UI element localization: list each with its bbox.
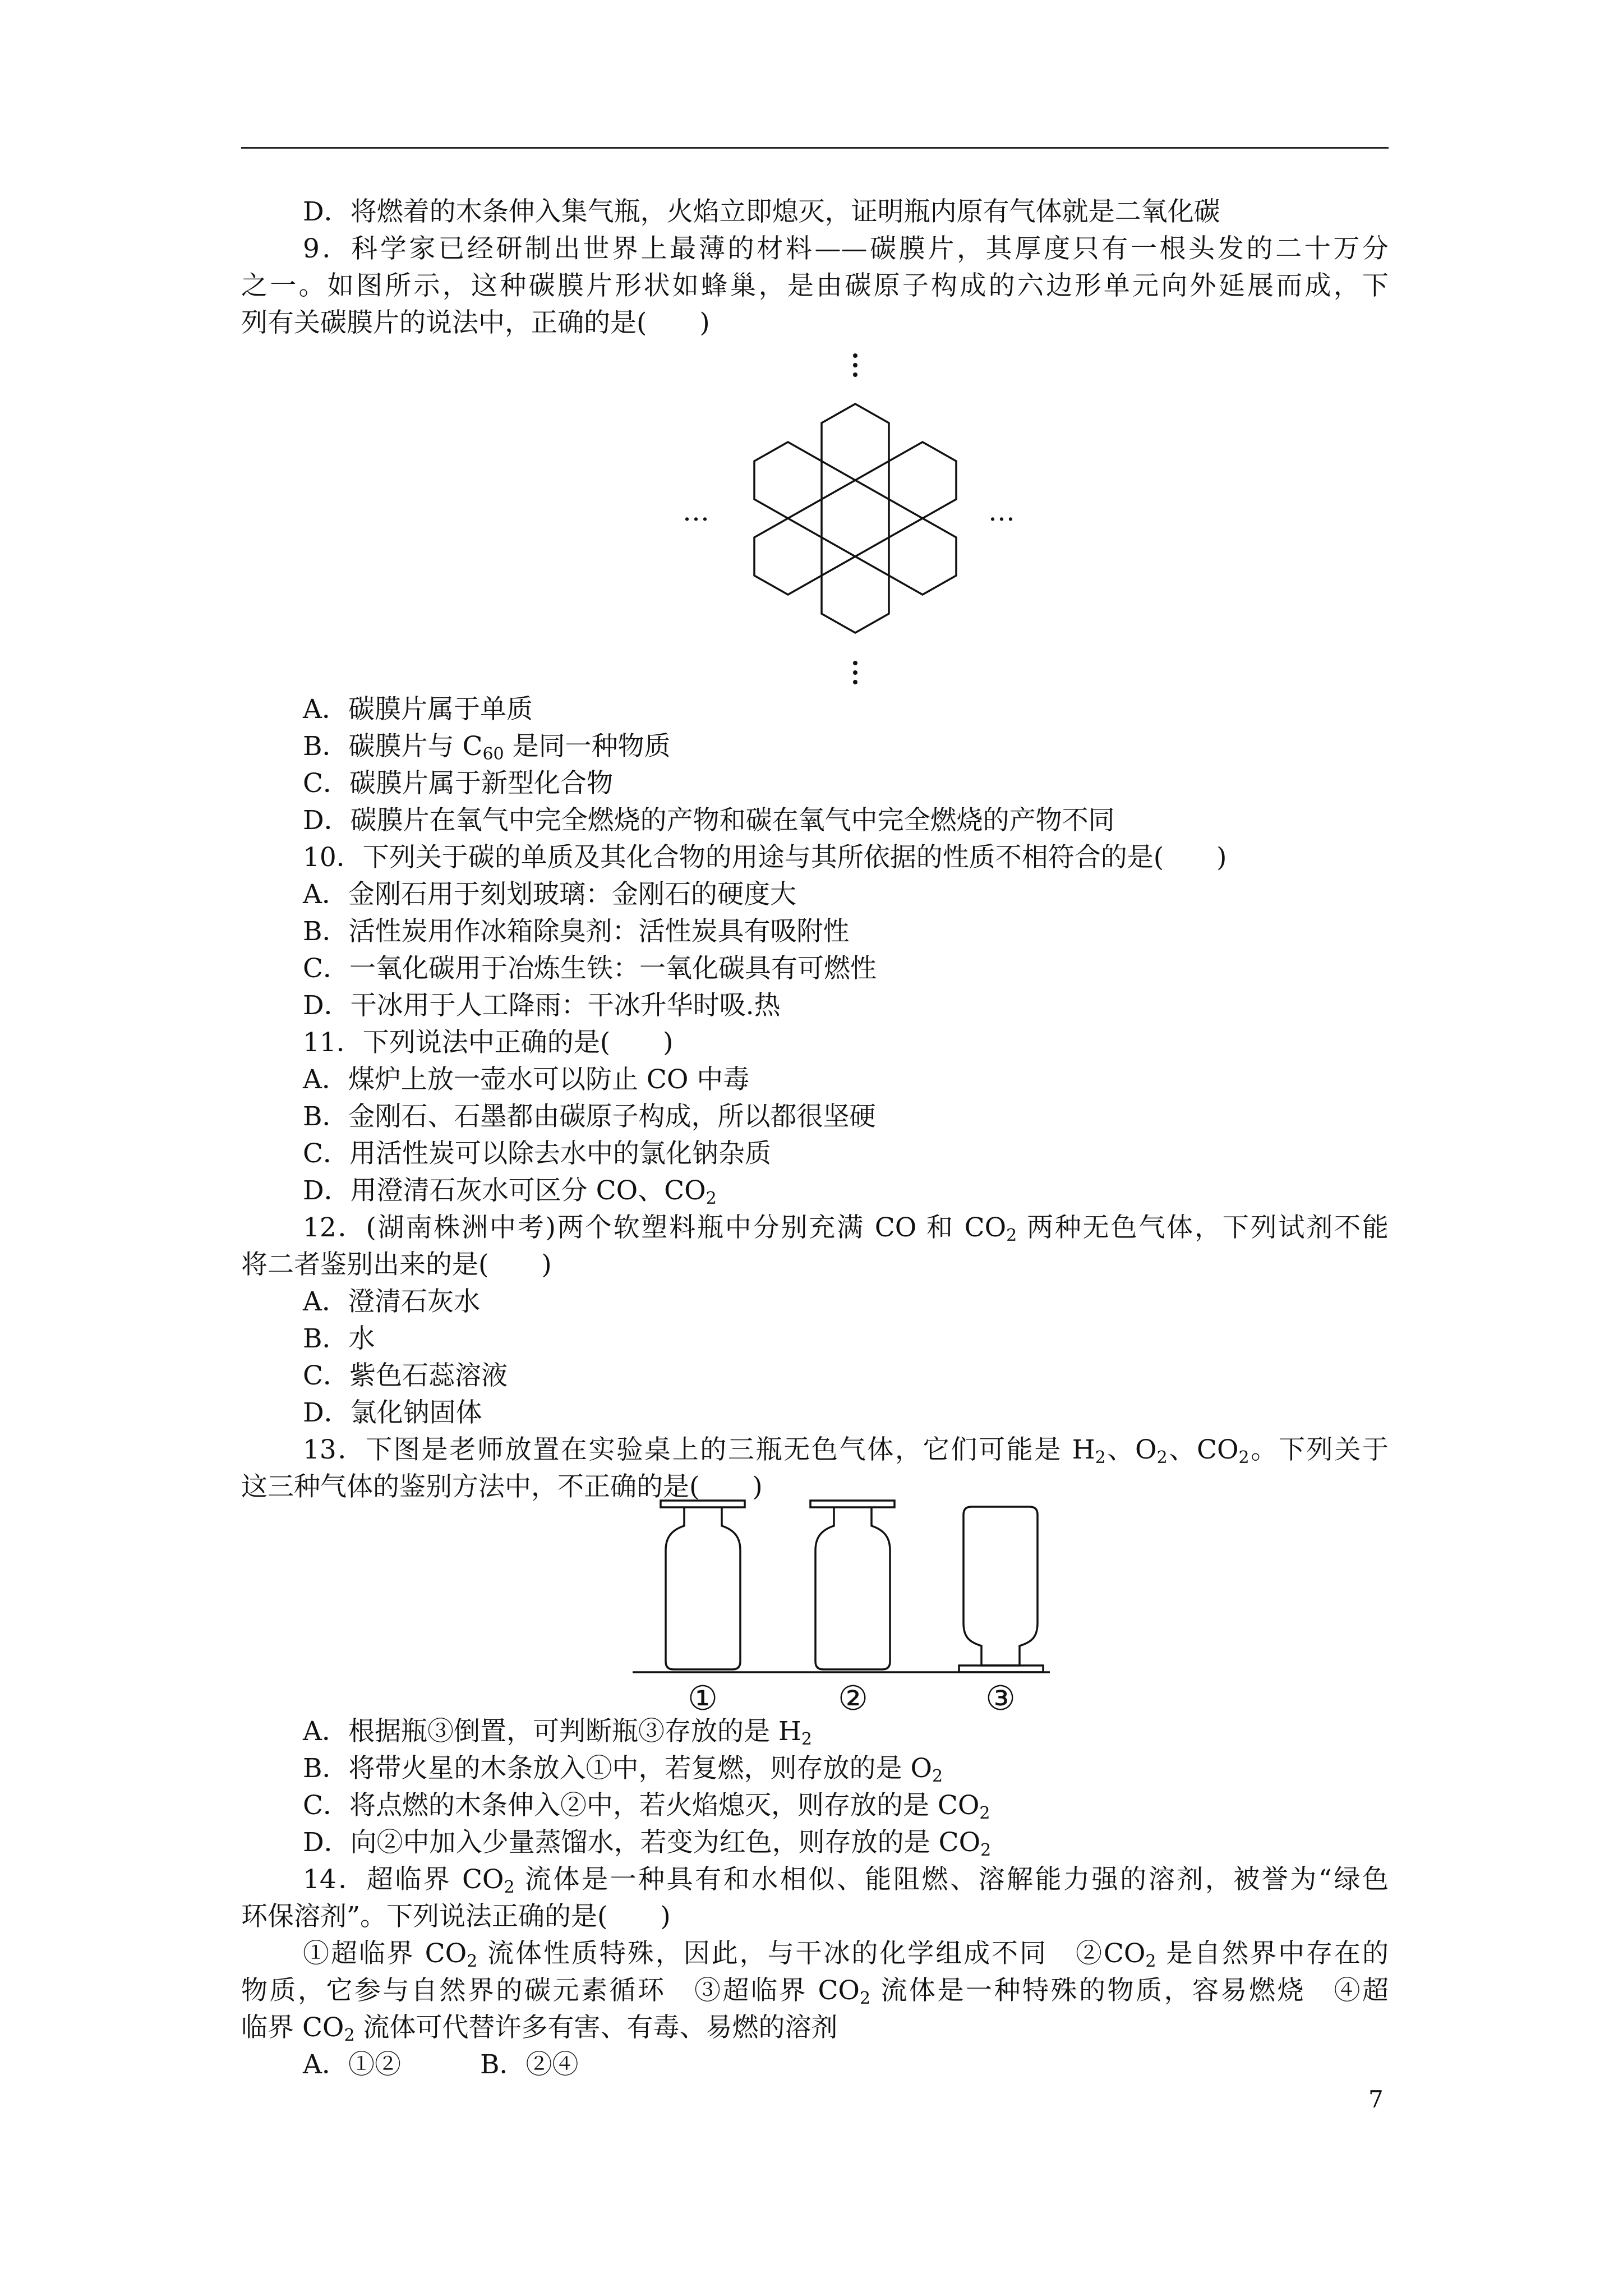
hexagon xyxy=(889,518,956,595)
q10-option-b: B．活性炭用作冰箱除臭剂：活性炭具有吸附性 xyxy=(303,916,850,947)
label-2: ② xyxy=(838,1679,868,1718)
q8-option-d: D．将燃着的木条伸入集气瓶，火焰立即熄灭，证明瓶内原有气体就是二氧化碳 xyxy=(303,196,1220,227)
q11-option-b: B．金刚石、石墨都由碳原子构成，所以都很坚硬 xyxy=(303,1101,876,1132)
gas-bottles-figure xyxy=(628,1498,1054,1733)
hexagon xyxy=(822,480,889,556)
q14-statements-line1: ①超临界 $CO_2$ 流体性质特殊，因此，与干冰的化学组成不同 $②CO_2$ 是自然界中存在的 xyxy=(303,1938,1389,1971)
q14-stem-line2: 环保溶剂”。下列说法正确的是( ) xyxy=(241,1901,671,1932)
header-rule xyxy=(241,147,1389,149)
right-ellipsis: … xyxy=(988,496,1015,527)
q12-stem-line2: 将二者鉴别出来的是( ) xyxy=(241,1249,552,1280)
hexagon xyxy=(754,518,822,595)
q12-option-d: D．氯化钠固体 xyxy=(303,1397,482,1428)
bottle-2 xyxy=(810,1501,895,1669)
q13-option-a: A．根据瓶③倒置，可判断瓶③存放的是 $H_2$ xyxy=(303,1716,812,1749)
q9-stem-line2: 之一。如图所示，这种碳膜片形状如蜂巢，是由碳原子构成的六边形单元向外延展而成，下 xyxy=(241,270,1389,301)
hexagon xyxy=(822,556,889,633)
q13-option-b: B．将带火星的木条放入①中，若复燃，则存放的是 $O_2$ xyxy=(303,1753,943,1786)
q13-stem-line1: 13．下图是老师放置在实验桌上的三瓶无色气体，它们可能是 $H_2$、$O_2$、$CO_2$。下列关于 xyxy=(303,1434,1389,1467)
q13-stem-line2: 这三种气体的鉴别方法中，不正确的是( ) xyxy=(241,1471,763,1502)
dot xyxy=(853,363,857,367)
left-ellipsis: … xyxy=(683,496,709,527)
q9-stem-line1: 9．科学家已经研制出世界上最薄的材料——碳膜片，其厚度只有一根头发的二十万分 xyxy=(303,233,1389,264)
q11-stem: 11．下列说法中正确的是( ) xyxy=(303,1027,674,1058)
q9-stem-line3: 列有关碳膜片的说法中，正确的是( ) xyxy=(241,307,710,338)
q10-option-a: A．金刚石用于刻划玻璃：金刚石的硬度大 xyxy=(303,879,796,910)
honeycomb-figure xyxy=(662,337,1032,696)
q9-option-c: C．碳膜片属于新型化合物 xyxy=(303,768,613,799)
q12-option-a: A．澄清石灰水 xyxy=(303,1286,480,1317)
q11-option-d: D．用澄清石灰水可区分 CO、$CO_2$ xyxy=(303,1175,717,1208)
dot xyxy=(853,680,857,684)
hexagon xyxy=(754,442,822,518)
q14-statements-line3: 临界 $CO_2$ 流体可代替许多有害、有毒、易燃的溶剂 xyxy=(241,2012,838,2045)
q9-option-b: B．碳膜片与 $C_{60}$ 是同一种物质 xyxy=(303,731,671,764)
dot xyxy=(853,372,857,377)
bottle-3-inverted xyxy=(959,1507,1043,1672)
q13-option-c: C．将点燃的木条伸入②中，若火焰熄灭，则存放的是 $CO_2$ xyxy=(303,1790,990,1823)
hexagon xyxy=(822,404,889,480)
q12-option-c: C．紫色石蕊溶液 xyxy=(303,1360,508,1391)
hexagon xyxy=(889,442,956,518)
q13-option-d: D．向②中加入少量蒸馏水，若变为红色，则存放的是 $CO_2$ xyxy=(303,1827,992,1860)
bottle-1 xyxy=(661,1501,745,1669)
page-number: 7 xyxy=(1368,2086,1384,2113)
q14-statements-line2: 物质，它参与自然界的碳元素循环 ③超临界 $CO_2$ 流体是一种特殊的物质，容易燃烧 ④超 xyxy=(241,1975,1389,2008)
q14-options: A．①② B．②④ xyxy=(303,2049,579,2080)
q11-option-a: A．煤炉上放一壶水可以防止 CO 中毒 xyxy=(303,1064,750,1095)
q12-option-b: B．水 xyxy=(303,1323,375,1354)
q9-option-a: A．碳膜片属于单质 xyxy=(303,694,533,725)
q10-option-c: C．一氧化碳用于冶炼生铁：一氧化碳具有可燃性 xyxy=(303,953,877,984)
q11-option-c: C．用活性炭可以除去水中的氯化钠杂质 xyxy=(303,1138,771,1169)
q10-stem: 10．下列关于碳的单质及其化合物的用途与其所依据的性质不相符合的是( ) xyxy=(303,842,1227,873)
label-3: ③ xyxy=(985,1679,1016,1718)
dot xyxy=(853,353,857,358)
label-1: ① xyxy=(688,1679,718,1718)
dot xyxy=(853,670,857,675)
dot xyxy=(853,661,857,665)
q10-option-d: D．干冰用于人工降雨：干冰升华时吸.热 xyxy=(303,990,781,1021)
q14-stem-line1: 14．超临界 $CO_2$ 流体是一种具有和水相似、能阻燃、溶解能力强的溶剂，被誉为“绿色 xyxy=(303,1864,1389,1897)
q9-option-d: D．碳膜片在氧气中完全燃烧的产物和碳在氧气中完全燃烧的产物不同 xyxy=(303,805,1115,836)
q12-stem-line1: 12．(湖南株洲中考)两个软塑料瓶中分别充满 CO 和 $CO_2$ 两种无色气体，下列试剂不能 xyxy=(303,1212,1389,1245)
